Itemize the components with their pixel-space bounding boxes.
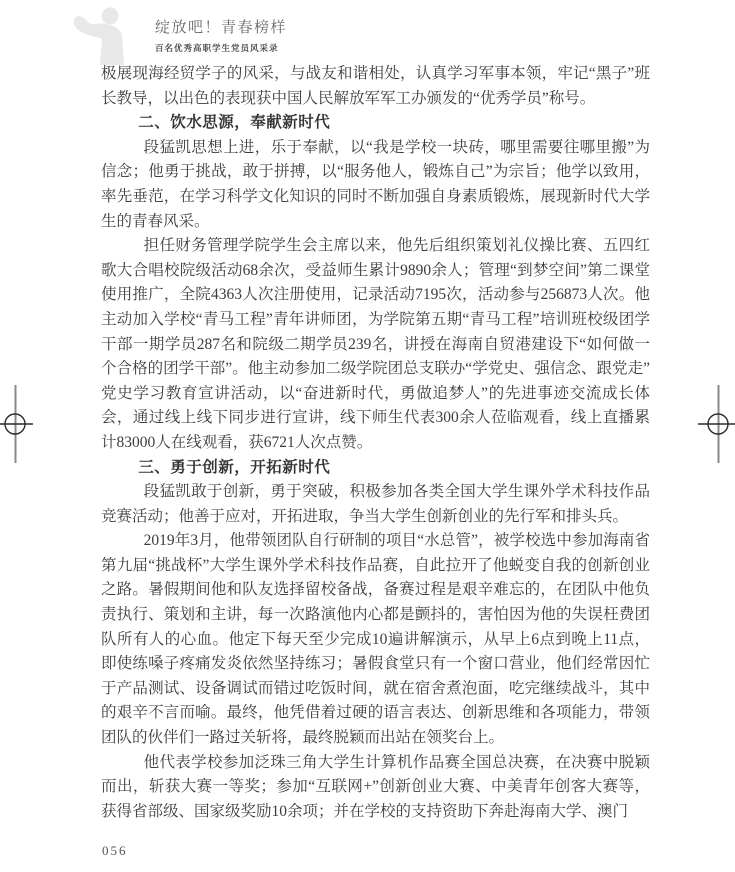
book-title: 绽放吧！青春榜样 (155, 19, 288, 36)
section-heading-2: 二、饮水思源，奉献新时代 (138, 114, 331, 132)
paragraph: 段猛凯思想上进，乐于奉献，以“我是学校一块砖，哪里需要往哪里搬”为信念；他勇于挑战，敢于拼搏，以“服务他人，锻炼自己”为宗旨；他学以致用，率先垂范，在学习科学文化知识的同时不断加强自身素质锻炼，展现新时代大学生的青春风采。 (101, 138, 650, 230)
paragraph: 担任财务管理学院学生会主席以来，他先后组织策划礼仪操比赛、五四红歌大合唱校院级活动68余次，受益师生累计9890余人；管理“到梦空间”第二课堂使用推广，全院4363人次注册使用，记录活动7195次，活动参与256873人次。他主动加入学校“青马工程”青年讲师团，为学院第五期“青马工程”培训班校级团学干部一期学员287名和院级二期学员239名，讲授在海南自贸港建设下“如何做一个合格的团学干部”。他主动参加二级学院团总支联办“学党史、强信念、跟党走”党史学习教育宣讲活动，以“奋进新时代，勇做追梦人”的先进事迹交流成长体会，通过线上线下同步进行宣讲，线下师生代表300余人莅临观看，线上直播累计83000人在线观看，获6721人次点赞。 (101, 237, 650, 451)
paragraph: 2019年3月，他带领团队自行研制的项目“水总管”，被学校选中参加海南省第九届“挑战杯”大学生课外学术科技作品赛，自此拉开了他蜕变自我的创新创业之路。暑假期间他和队友选择留校备战，备赛过程是艰辛难忘的，在团队中他负责执行、策划和主讲，每一次路演他内心都是颤抖的，害怕因为他的失误枉费团队所有人的心血。他定下每天至少完成10遍讲解演示，从早上6点到晚上11点，即使练嗓子疼痛发炎依然坚持练习；暑假食堂只有一个窗口营业，他们经常因忙于产品测试、设备调试而错过吃饭时间，就在宿舍煮泡面，吃完继续战斗，其中的艰辛不言而喻。最终，他凭借着过硬的语言表达、创新思维和各项能力，带领团队的伙伴们一路过关斩将，最终脱颖而出站在领奖台上。 (101, 532, 650, 747)
registration-mark-left-icon (0, 380, 40, 470)
registration-mark-right-icon (690, 380, 735, 470)
paragraph: 他代表学校参加泛珠三角大学生计算机作品赛全国总决赛，在决赛中脱颖而出，斩获大赛一等奖；参加“互联网+”创新创业大赛、中美青年创客大赛等，获得省部级、国家级奖励10余项；并在学校的支持资助下奔赴海南大学、澳门 (101, 753, 650, 820)
page-body (101, 62, 650, 824)
book-subtitle: 百名优秀高职学生党员风采录 (155, 43, 279, 53)
section-heading-3: 三、勇于创新，开拓新时代 (138, 458, 331, 476)
page-number: 056 (102, 843, 128, 858)
paragraph-continuation: 极展现海经贸学子的风采，与战友和谐相处，认真学习军事本领，牢记“黑子”班长教导，以出色的表现获中国人民解放军军工办颁发的“优秀学员”称号。 (101, 65, 650, 107)
paragraph: 段猛凯敢于创新，勇于突破，积极参加各类全国大学生课外学术科技作品竞赛活动；他善于应对，开拓进取，争当大学生创新创业的先行军和排头兵。 (101, 483, 650, 525)
person-silhouette-icon (62, 6, 150, 66)
